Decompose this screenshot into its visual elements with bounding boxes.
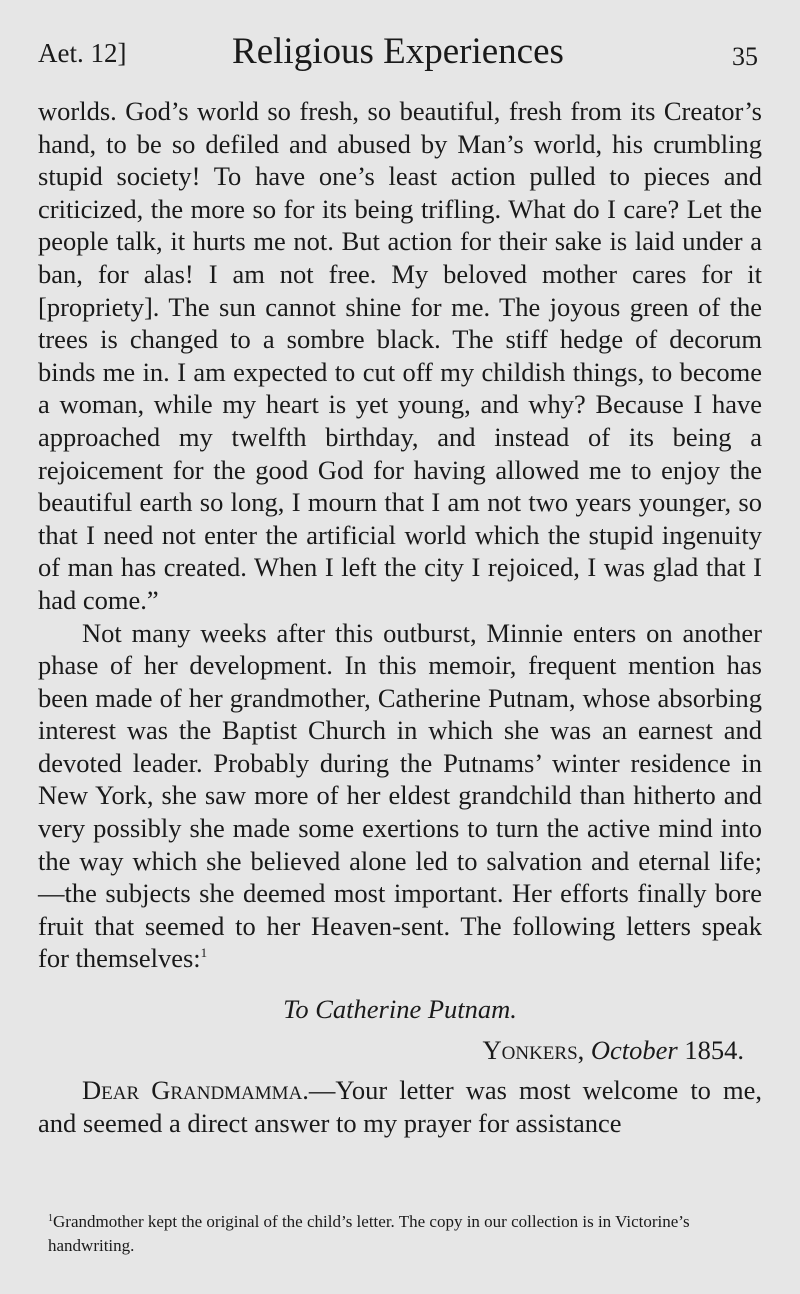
letter-salutation: Dear Grandmamma. [82,1075,309,1106]
letter-dateline [38,1034,762,1067]
running-header [38,30,758,80]
letter-year: 1854. [684,1034,744,1065]
footnote-number: 1 [48,1213,53,1224]
letter-opening [38,1074,762,1139]
footnote-text: Grandmother kept the original of the child’s letter. The copy in our collection is in Victorine’s handwriting. [48,1212,690,1255]
paragraph-continued: worlds. God’s world so fresh, so beautiful, fresh from its Creator’s hand, to be so defiled and abused by Man’s world, his crumbling stupid society! To have one’s least action pulled to pieces and criticized, the more so for its being trifling. What do I care? Let the people talk, it hurts me not. But action for their sake is laid under a ban, for alas! I am not free. My beloved mother cares for it [propriety]. The sun cannot shine for me. The joyous green of the trees is changed to a sombre black. The stiff hedge of decorum binds me in. I am expected to cut off my childish things, to become a woman, while my heart is yet young, and why? Because I have approached my twelfth birthday, and instead of its being a rejoicement for the good God for having allowed me to enjoy the beautiful earth so long, I mourn that I am not two years younger, so that I need not enter the artificial world which the stupid ingenuity of man has created. When I left the city I rejoiced, I was glad that I had come.” [38,96,762,615]
footnote [48,1210,768,1258]
page-number: 35 [732,42,758,71]
footnote-marker: 1 [200,945,208,961]
letter-body-text: —Your letter was most welcome to me, and seemed a direct answer to my prayer for assistance [38,1075,762,1138]
header-age-note: Aet. 12] [38,38,127,68]
letter-month: October [590,1034,678,1065]
paragraph-minnie-text: Not many weeks after this outburst, Minnie enters on another phase of her development. In this memoir, frequent mention has been made of her grandmother, Catherine Putnam, whose absorbing interest was the Baptist Church in which she was an earnest and devoted leader. Probably during the Putnams’ winter residence in New York, she saw more of her eldest grandchild than hitherto and very possibly she made some exertions to turn the active mind into the way which she believed alone led to salvation and eternal life;—the subjects she deemed most important. Her efforts finally bore fruit that seemed to her Heaven-sent. The following letters speak for themselves: [38,617,762,974]
paragraph-minnie [38,617,762,976]
letter-place: Yonkers, [482,1034,585,1065]
body-text [38,95,762,1139]
letter-addressee: To Catherine Putnam. [283,994,517,1025]
header-title: Religious Experiences [232,31,564,72]
